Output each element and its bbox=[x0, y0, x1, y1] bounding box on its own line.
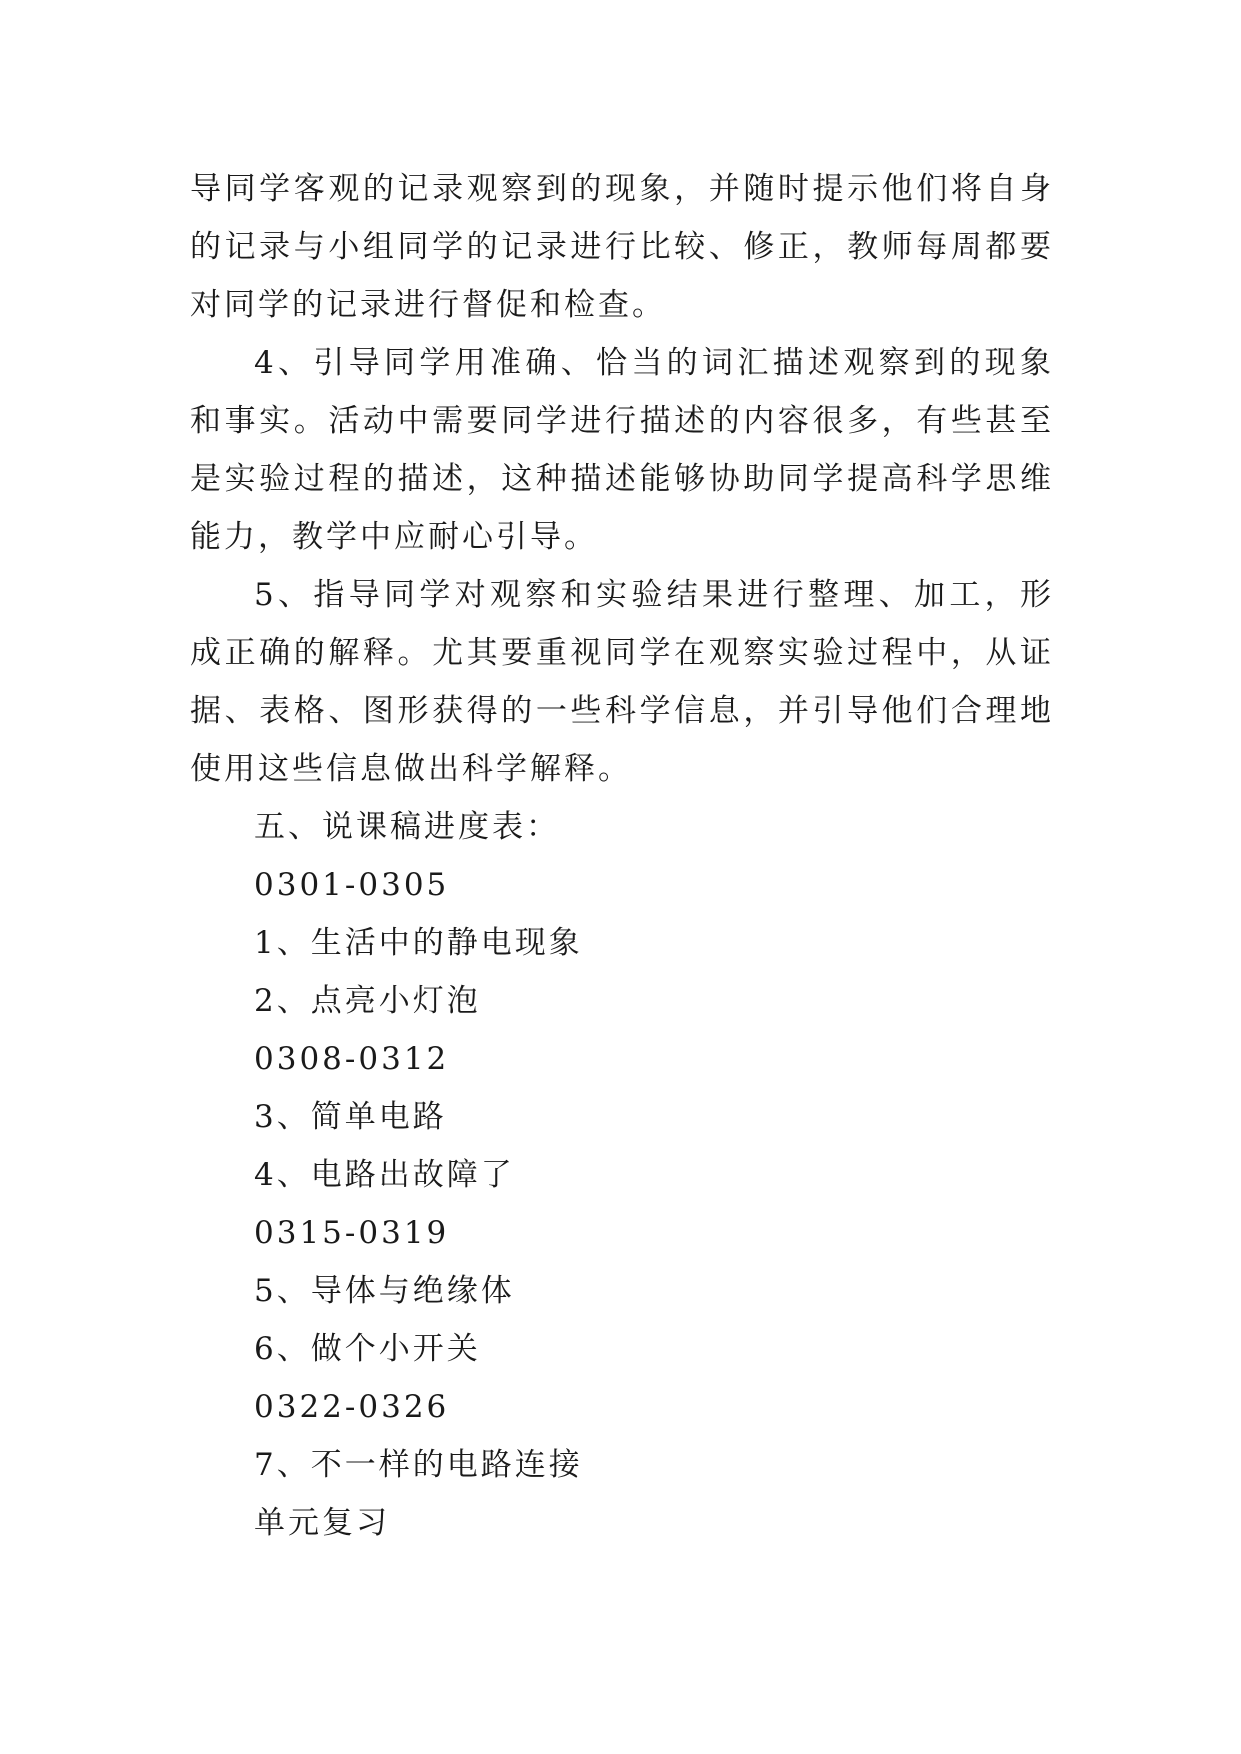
document-body bbox=[190, 160, 1054, 1552]
schedule-lesson: 7、不一样的电路连接 bbox=[254, 1447, 583, 1483]
schedule-lesson: 6、做个小开关 bbox=[254, 1331, 481, 1367]
schedule-review: 单元复习 bbox=[254, 1505, 390, 1541]
schedule-lesson: 3、简单电路 bbox=[254, 1099, 447, 1135]
schedule-lesson: 1、生活中的静电现象 bbox=[254, 925, 583, 961]
schedule-lesson: 5、导体与绝缘体 bbox=[254, 1273, 515, 1309]
paragraph-item-4: 4、引导同学用准确、恰当的词汇描述观察到的现象和事实。活动中需要同学进行描述的内容很多，有些甚至是实验过程的描述，这种描述能够协助同学提高科学思维能力，教学中应耐心引导。 bbox=[190, 345, 1054, 555]
schedule-week: 0301-0305 bbox=[254, 867, 450, 903]
schedule-week: 0315-0319 bbox=[254, 1215, 450, 1251]
schedule-lesson: 4、电路出故障了 bbox=[254, 1157, 515, 1193]
paragraph-continuation: 导同学客观的记录观察到的现象，并随时提示他们将自身的记录与小组同学的记录进行比较、修正，教师每周都要对同学的记录进行督促和检查。 bbox=[190, 171, 1054, 323]
schedule-week: 0322-0326 bbox=[254, 1389, 450, 1425]
schedule-week: 0308-0312 bbox=[254, 1041, 450, 1077]
schedule-lesson: 2、点亮小灯泡 bbox=[254, 983, 481, 1019]
paragraph-item-5: 5、指导同学对观察和实验结果进行整理、加工，形成正确的解释。尤其要重视同学在观察实验过程中，从证据、表格、图形获得的一些科学信息，并引导他们合理地使用这些信息做出科学解释。 bbox=[190, 577, 1054, 787]
schedule-heading: 五、说课稿进度表： bbox=[254, 809, 560, 845]
